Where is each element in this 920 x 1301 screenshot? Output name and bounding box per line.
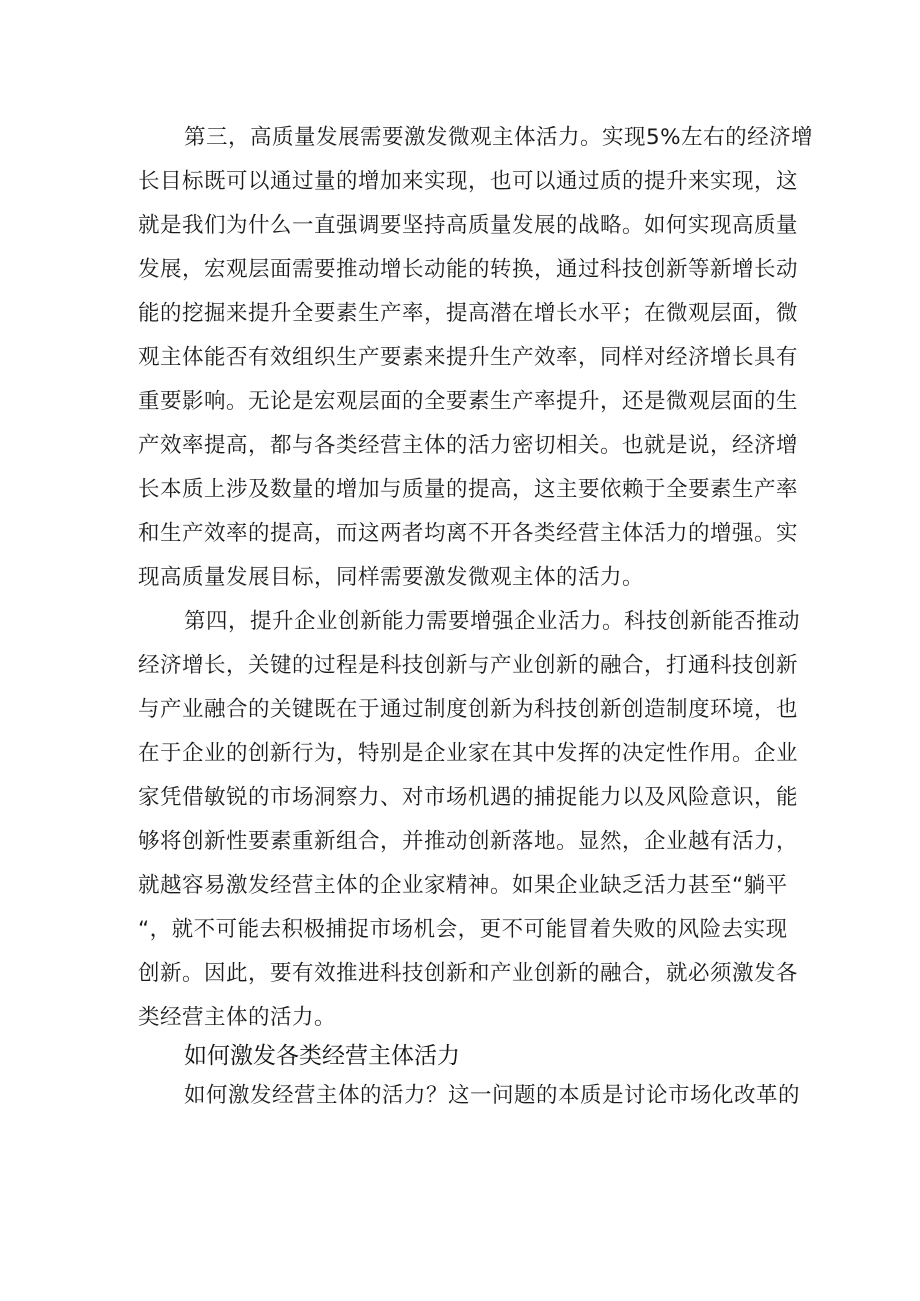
text-line: 长本质上涉及数量的增加与质量的提高，这主要依赖于全要素生产率 [138,477,799,502]
text-line: 经济增长，关键的过程是科技创新与产业创新的融合，打通科技创新 [138,653,799,678]
text-line: 发展，宏观层面需要推动增长动能的转换，通过科技创新等新增长动 [138,257,799,282]
text-line: 第三，高质量发展需要激发微观主体活力。实现5%左右的经济增 [184,125,814,150]
text-line: 能的挖掘来提升全要素生产率，提高潜在增长水平；在微观层面，微 [138,301,799,326]
text-line: 和生产效率的提高，而这两者均离不开各类经营主体活力的增强。实 [138,521,799,546]
text-line: 观主体能否有效组织生产要素来提升生产效率，同样对经济增长具有 [138,345,799,370]
text-line: 够将创新性要素重新组合，并推动创新落地。显然，企业越有活力， [138,829,799,854]
text-line: 长目标既可以通过量的增加来实现，也可以通过质的提升来实现，这 [138,169,799,194]
section-heading: 如何激发各类经营主体活力 [184,1043,460,1069]
text-line: 创新。因此，要有效推进科技创新和产业创新的融合，就必须激发各 [138,961,799,986]
text-line: “，就不可能去积极捕捉市场机会，更不可能冒着失败的风险去实现 [138,917,788,942]
text-line: 家凭借敏锐的市场洞察力、对市场机遇的捕捉能力以及风险意识，能 [138,785,799,810]
text-line: 第四，提升企业创新能力需要增强企业活力。科技创新能否推动 [184,609,801,634]
text-line: 类经营主体的活力。 [138,1005,337,1030]
text-line: 与产业融合的关键既在于通过制度创新为科技创新创造制度环境，也 [138,697,799,722]
text-line: 就越容易激发经营主体的企业家精神。如果企业缺乏活力甚至“躺平 [138,873,788,898]
text-line: 如何激发经营主体的活力？这一问题的本质是讨论市场化改革的 [184,1083,801,1108]
text-line: 产效率提高，都与各类经营主体的活力密切相关。也就是说，经济增 [138,433,799,458]
text-line: 重要影响。无论是宏观层面的全要素生产率提升，还是微观层面的生 [138,389,799,414]
text-line: 就是我们为什么一直强调要坚持高质量发展的战略。如何实现高质量 [138,213,799,238]
text-line: 在于企业的创新行为，特别是企业家在其中发挥的决定性作用。企业 [138,741,799,766]
text-line: 现高质量发展目标，同样需要激发微观主体的活力。 [138,565,645,590]
